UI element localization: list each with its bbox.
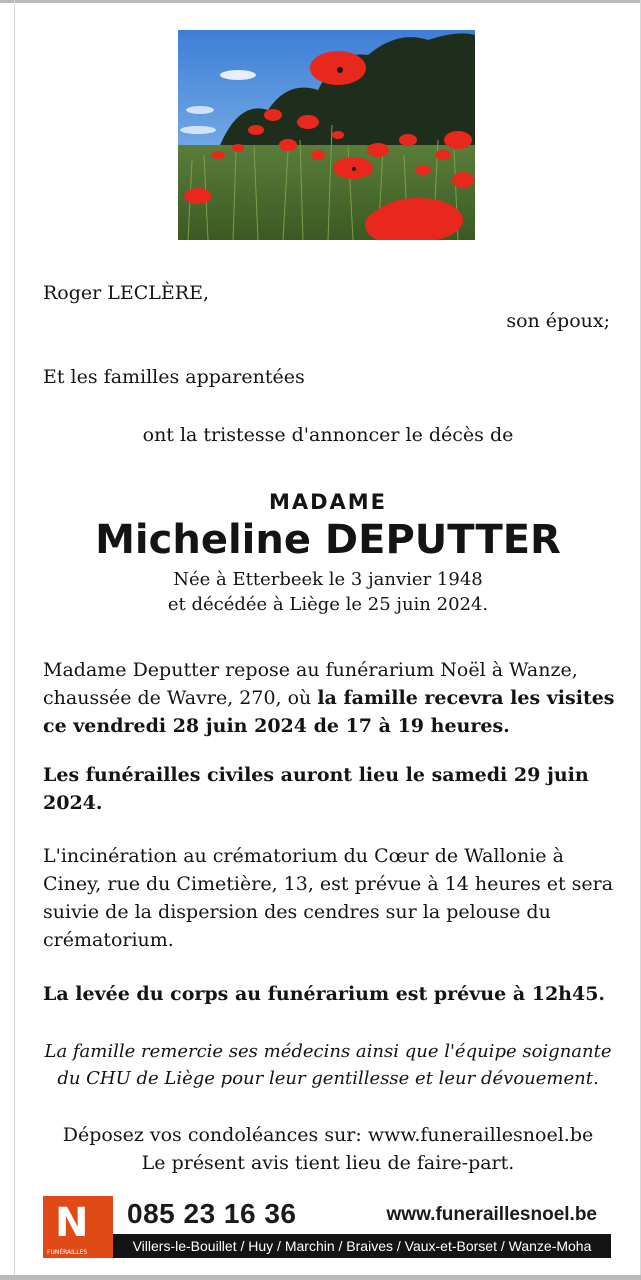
death-line: et décédée à Liège le 25 juin 2024. <box>167 594 489 615</box>
funeral-line-2: 2024. <box>43 792 103 814</box>
visitation-line-1: Madame Deputter repose au funérarium Noël à Wanze, <box>43 659 578 681</box>
birth-line: Née à Etterbeek le 3 janvier 1948 <box>173 569 483 590</box>
cremation-line-4: crématorium. <box>43 929 174 951</box>
deceased-title: MADAME <box>268 490 388 514</box>
relative-name: Roger LECLÈRE, <box>43 282 209 304</box>
visitation-line-3: ce vendredi 28 juin 2024 de 17 à 19 heures. <box>43 715 510 737</box>
levee-line: La levée du corps au funérarium est prévue à 12h45. <box>43 983 606 1005</box>
funeral-line-1: Les funérailles civiles auront lieu le samedi 29 juin <box>43 764 589 786</box>
visitation-line-2-normal: chaussée de Wavre, 270, où <box>43 687 318 709</box>
top-border <box>0 0 641 3</box>
phone-number: 085 23 16 36 <box>127 1198 297 1229</box>
logo-text: FUNÉRAILLES <box>47 1249 88 1256</box>
logo-letter: N <box>55 1200 89 1246</box>
funeral-home-banner <box>43 1196 611 1258</box>
poppy-field-photo <box>178 30 475 240</box>
visitation-line-2 <box>43 684 615 713</box>
locations-bar: Villers-le-Bouillet / Huy / Marchin / Braives / Vaux-et-Borset / Wanze-Moha <box>113 1234 611 1258</box>
cremation-line-2: Ciney, rue du Cimetière, 13, est prévue à 14 heures et sera <box>43 873 614 895</box>
thanks-line-1: La famille remercie ses médecins ainsi que l'équipe soignante <box>44 1041 612 1062</box>
website-text: www.funeraillesnoel.be <box>386 1204 597 1225</box>
announcement-line: ont la tristesse d'annoncer le décès de <box>142 424 514 446</box>
cremation-line-3: suivie de la dispersion des cendres sur la pelouse du <box>43 901 551 923</box>
funeral-home-logo <box>43 1196 113 1258</box>
relation-label: son époux; <box>506 310 610 332</box>
deceased-name: Micheline DEPUTTER <box>95 517 561 563</box>
visitation-line-2-bold: la famille recevra les visites <box>317 687 615 709</box>
cremation-line-1: L'incinération au crématorium du Cœur de Wallonie à <box>43 845 564 867</box>
condolences-line-1: Déposez vos condoléances sur: www.funeraillesnoel.be <box>62 1124 594 1146</box>
condolences-line-2: Le présent avis tient lieu de faire-part. <box>141 1152 515 1174</box>
families-line: Et les familles apparentées <box>43 366 305 388</box>
thanks-line-2: du CHU de Liège pour leur gentillesse et leur dévouement. <box>57 1068 599 1089</box>
bottom-border <box>0 1275 641 1280</box>
